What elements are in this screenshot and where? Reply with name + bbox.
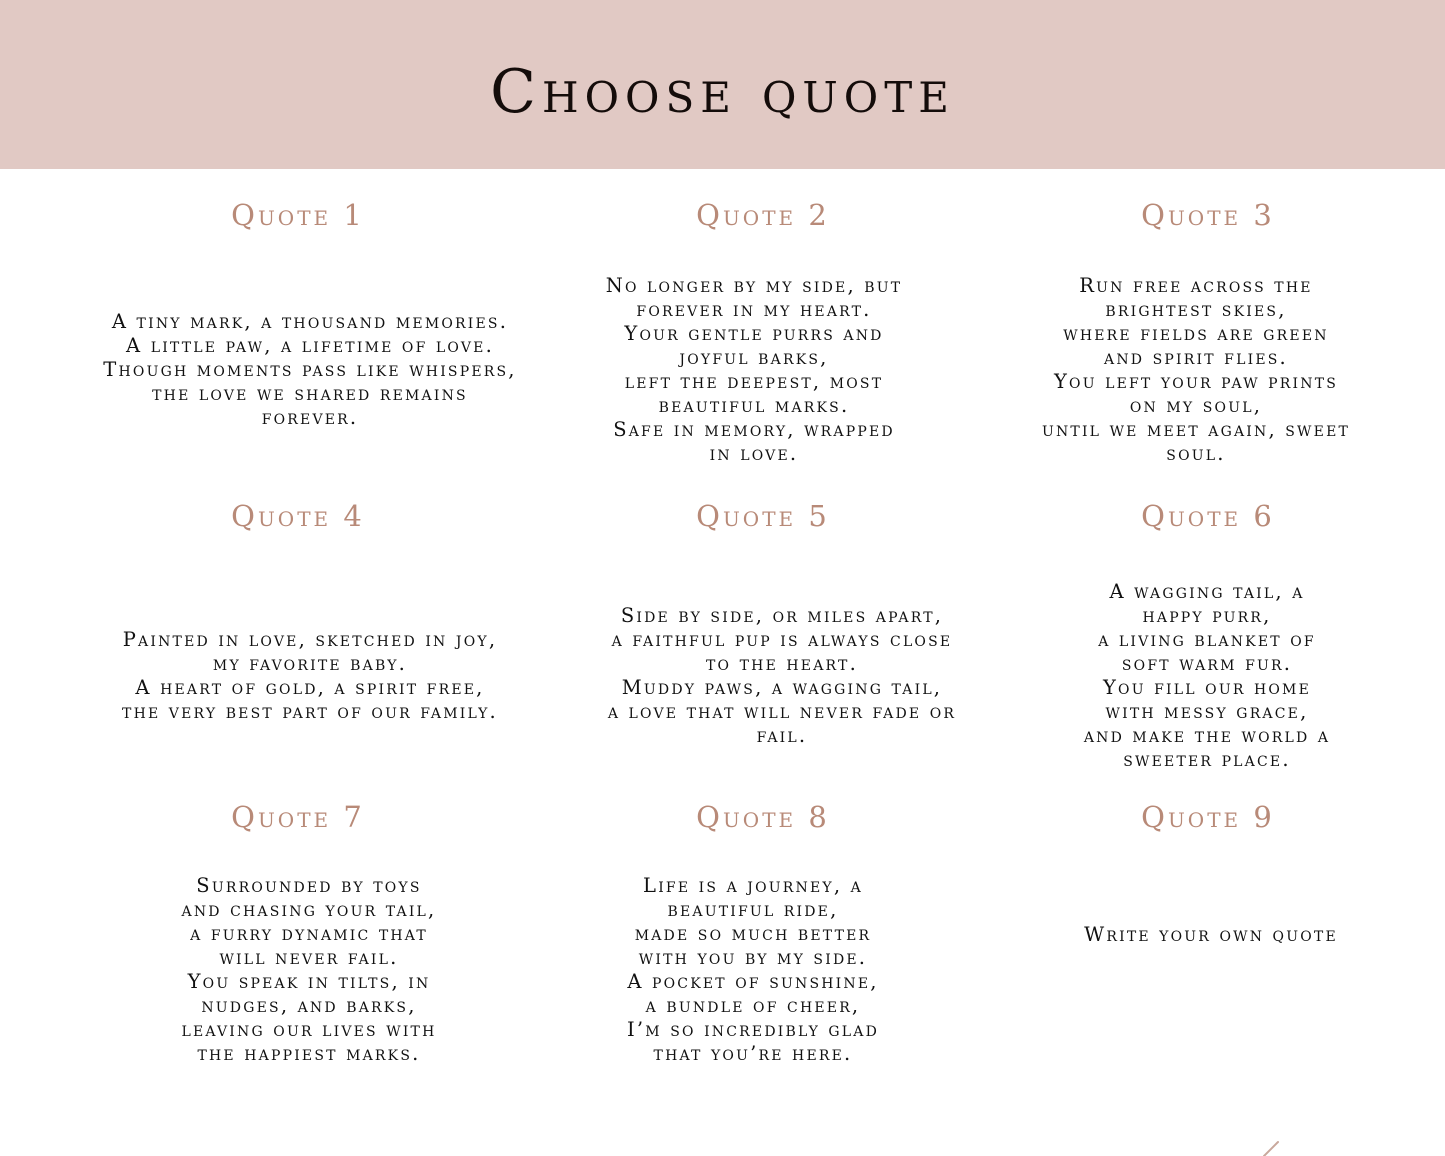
quote-9-label[interactable]: Quote 9 xyxy=(1141,800,1275,834)
quote-4-text-content: Painted in love, sketched in joy, my favorite baby. A heart of gold, a spirit free, the very best part of our family. xyxy=(122,628,498,723)
quote-1-label[interactable]: Quote 1 xyxy=(231,198,365,232)
quote-4-label[interactable]: Quote 4 xyxy=(231,499,365,533)
quote-7-label[interactable]: Quote 7 xyxy=(231,800,365,834)
quote-4-text[interactable] xyxy=(75,576,545,776)
quote-8-text-content: Life is a journey, a beautiful ride, made so much better with you by my side. A pocket of sunshine, a bundle of cheer, I’m so incredibly glad that you’re here. xyxy=(626,874,880,1065)
quote-5-label[interactable]: Quote 5 xyxy=(696,499,830,533)
quote-8-label[interactable]: Quote 8 xyxy=(696,800,830,834)
quote-6-text[interactable] xyxy=(972,576,1442,776)
quote-3-label[interactable]: Quote 3 xyxy=(1141,198,1275,232)
quote-8-text[interactable] xyxy=(518,870,988,1070)
quote-2-text[interactable] xyxy=(519,270,989,470)
quote-1-text-content: A tiny mark, a thousand memories. A little paw, a lifetime of love. Though moments pass like whispers, the love we shared remains forever. xyxy=(103,310,517,429)
quote-3-text[interactable] xyxy=(961,270,1431,470)
quote-5-text[interactable] xyxy=(547,576,1017,776)
quote-7-text[interactable] xyxy=(74,870,544,1070)
quote-3-text-content: Run free across the brightest skies, where fields are green and spirit flies. You left your paw prints on my soul, until we meet again, sweet soul. xyxy=(1041,274,1351,465)
quote-9-text[interactable] xyxy=(976,870,1445,1000)
quote-1-text[interactable] xyxy=(75,270,545,470)
quote-2-text-content: No longer by my side, but forever in my heart. Your gentle purrs and joyful barks, left the deepest, most beautiful marks. Safe in memory, wrapped in love. xyxy=(605,274,903,465)
quote-9-text-content: Write your own quote xyxy=(1084,923,1338,946)
page-title: Choose quote xyxy=(490,57,955,127)
decorative-stroke-icon xyxy=(1262,1140,1280,1156)
quote-6-label[interactable]: Quote 6 xyxy=(1141,499,1275,533)
quote-7-text-content: Surrounded by toys and chasing your tail, a furry dynamic that will never fail. You speak in tilts, in nudges, and barks, leaving our lives with the happiest marks. xyxy=(181,874,437,1065)
quote-5-text-content: Side by side, or miles apart, a faithful pup is always close to the heart. Muddy paws, a wagging tail, a love that will never fade or fail. xyxy=(607,604,957,747)
quote-2-label[interactable]: Quote 2 xyxy=(696,198,830,232)
quote-6-text-content: A wagging tail, a happy purr, a living blanket of soft warm fur. You fill our home with messy grace, and make the world a sweeter place. xyxy=(1083,580,1331,771)
